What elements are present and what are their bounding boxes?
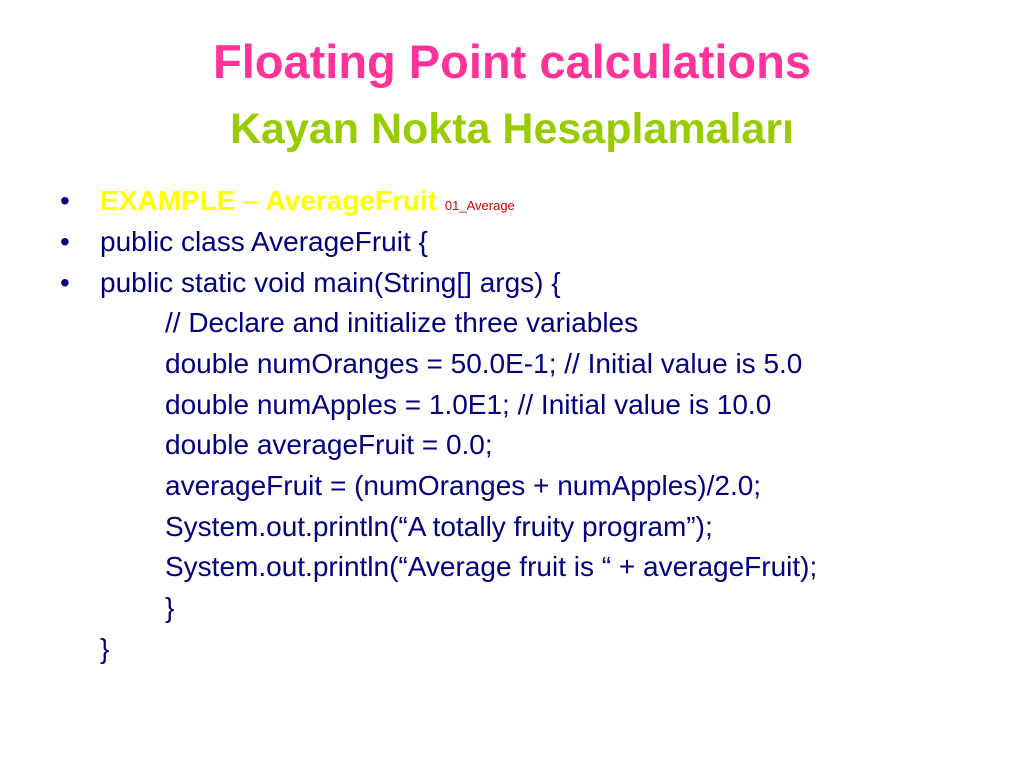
example-line [100,181,515,226]
code-line: } [165,592,175,623]
code-line: System.out.println(“A totally fruity program”); [165,511,713,542]
bullet-class-decl: public class AverageFruit { [100,226,428,257]
code-line: double numOranges = 50.0E-1; // Initial value is 5.0 [165,348,803,379]
bullet-glyph: • [60,185,70,216]
slide-subtitle: Kayan Nokta Hesaplamaları [229,105,795,153]
code-line: averageFruit = (numOranges + numApples)/2.0; [165,470,762,501]
bullet-main-decl: public static void main(String[] args) { [100,267,561,298]
example-label: EXAMPLE – AverageFruit [100,185,438,216]
slide-title: Floating Point calculations [213,35,811,88]
closing-brace: } [100,633,110,664]
code-line: double numApples = 1.0E1; // Initial value is 10.0 [165,389,772,420]
code-line: System.out.println(“Average fruit is “ + averageFruit); [165,551,818,582]
code-line: double averageFruit = 0.0; [165,429,493,460]
code-line: // Declare and initialize three variables [165,307,639,338]
example-note: 01_Average [444,198,515,213]
bullet-glyph: • [60,226,70,257]
bullet-glyph: • [60,267,70,298]
